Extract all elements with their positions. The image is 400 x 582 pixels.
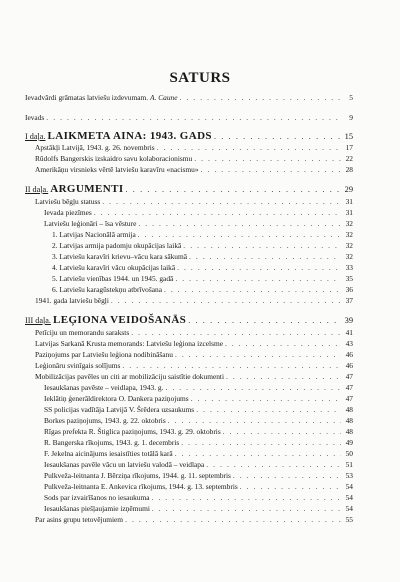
toc-entry [44, 504, 353, 513]
toc-entry [35, 197, 353, 206]
leader-dots [225, 339, 341, 348]
toc-entry-title: Mobilizācijas pavēles un citi ar mobilizāciju saistītie dokumenti [35, 372, 225, 381]
toc-page-number: 55 [345, 515, 353, 524]
toc-entry-title: Par asins grupu tetovējumiem [35, 515, 124, 524]
toc-entry [44, 416, 353, 425]
leader-dots [206, 460, 341, 469]
toc-entry-title: Ievada piezīmes [44, 208, 92, 217]
leader-dots [157, 143, 341, 152]
part-title: LEĢIONA VEIDOŠANĀS [52, 314, 187, 326]
toc-entry [25, 93, 353, 102]
toc-page-number: 47 [345, 394, 353, 403]
toc-entry [44, 219, 353, 228]
toc-page-number: 53 [345, 471, 353, 480]
toc-entry [35, 296, 353, 305]
part-prefix: III daļa. [25, 316, 51, 325]
leader-dots [138, 230, 341, 239]
leader-dots [226, 372, 341, 381]
leader-dots [201, 165, 341, 174]
toc-entry [44, 208, 353, 217]
toc-entry-title: 5. Latviešu vienības 1944. un 1945. gadā [52, 274, 174, 283]
toc-page-number: 39 [344, 316, 353, 325]
leader-dots [177, 263, 341, 272]
toc-page-number: 17 [345, 143, 353, 152]
leader-dots [131, 328, 341, 337]
page-title: SATURS [169, 70, 231, 86]
toc-page-number: 32 [345, 241, 353, 250]
part-title: LAIKMETA AINA: 1943. GADS [47, 130, 212, 142]
toc-entry-title: Apstākļi Latvijā, 1943. g. 26. novembris [35, 143, 155, 152]
leader-dots [189, 252, 341, 261]
leader-dots [196, 405, 341, 414]
leader-dots [180, 93, 341, 102]
toc-entry [44, 394, 353, 403]
leader-dots [94, 208, 341, 217]
toc-page-number: 32 [345, 219, 353, 228]
leader-dots [111, 296, 341, 305]
toc-entry [35, 328, 353, 337]
toc-page-number: 46 [345, 350, 353, 359]
toc-entry-title: Paziņojums par Latviešu leģiona nodibināšanu [35, 350, 173, 359]
toc-entry-title: Pulkveža-leitnanta J. Bērziņa rīkojums, 1944. g. 11. septembris [44, 471, 231, 480]
toc-entry [44, 438, 353, 447]
leader-dots [175, 274, 341, 283]
toc-entry-title: Ieklātiņ ģenerāldirektora O. Dankera paziņojums [44, 394, 189, 403]
toc-page-number: 54 [345, 493, 353, 502]
toc-entry-title: Petīciju un memorandu saraksts [35, 328, 130, 337]
toc-page-number: 51 [345, 460, 353, 469]
toc-entry-title: 6. Latviešu karagūstekņu atbrīvošana [52, 285, 163, 294]
toc-entry [35, 361, 353, 370]
toc-entry [35, 154, 353, 163]
toc-page-number: 31 [345, 208, 353, 217]
toc-part-heading [25, 132, 353, 141]
toc-page-number: 48 [345, 405, 353, 414]
toc-entry-title: Latviešu leģionāri – īsa vēsture [44, 219, 137, 228]
leader-dots [152, 493, 341, 502]
leader-dots [175, 350, 341, 359]
toc-page-number: 46 [345, 361, 353, 370]
toc-page-number: 41 [345, 328, 353, 337]
toc-entry [35, 165, 353, 174]
toc-entry-title: Ievads [25, 113, 45, 122]
toc-entry-title: 1. Latvijas Nacionālā armija [52, 230, 136, 239]
toc-page-number: 43 [345, 339, 353, 348]
leader-dots [102, 197, 341, 206]
toc-entry-title: Sods par izvairīšanos no iesaukuma [44, 493, 150, 502]
toc-entry [35, 143, 353, 152]
toc-entry-title: 4. Latviešu karavīri vācu okupācijas laikā [52, 263, 176, 272]
leader-dots [223, 427, 341, 436]
toc-entry [44, 471, 353, 480]
toc-part-heading [25, 185, 353, 194]
toc-entry [44, 482, 353, 491]
leader-dots [122, 361, 341, 370]
toc-page-number: 15 [344, 132, 353, 141]
toc-entry-title: R. Bangerska rīkojums, 1943. g. 1. decembris [44, 438, 180, 447]
toc-entry [35, 350, 353, 359]
toc-entry [52, 241, 353, 250]
toc-entry-title: Iesaukšanas pavēle vācu un latviešu valodā – veidlapa [44, 460, 205, 469]
toc-entry-title: 1941. gada latviešu bēgļi [35, 296, 109, 305]
toc-page-number: 47 [345, 372, 353, 381]
toc-entry-title: Ievadvārdi grāmatas latviešu izdevumam. [25, 93, 149, 102]
toc-page-number: 50 [345, 449, 353, 458]
toc-entry-title: Leģionāru svinīgais solījums [35, 361, 121, 370]
toc-page-number: 28 [345, 165, 353, 174]
toc-page-number: 54 [345, 504, 353, 513]
toc-entry-title: F. Jekelna aicinājums iesaistīties totālā karā [44, 449, 173, 458]
toc-page-number: 31 [345, 197, 353, 206]
leader-dots [183, 241, 341, 250]
leader-dots [164, 285, 341, 294]
leader-dots [194, 154, 341, 163]
toc-entry [35, 339, 353, 348]
toc-entry [52, 230, 353, 239]
toc-page-number: 37 [345, 296, 353, 305]
leader-dots [188, 316, 341, 325]
leader-dots [181, 438, 341, 447]
toc-entry-title: Latviešu bēgļu statuss [35, 197, 101, 206]
toc-entry [35, 372, 353, 381]
toc-entry-title: Amerikāņu virsnieks vērtē latviešu karavīru «nacismu» [35, 165, 199, 174]
toc-entry-title: Rīgas prefekta R. Štiglica paziņojums, 1943. g. 29. oktobris [44, 427, 221, 436]
toc-page-number: 54 [345, 482, 353, 491]
toc-entry-author: A. Caune [150, 93, 178, 102]
toc-entry-title: Iesaukšanas piešļaujamie izņēmumi [44, 504, 150, 513]
toc-entry [52, 274, 353, 283]
toc-entry-title: Borkes paziņojums, 1943. g. 22. oktobris [44, 416, 166, 425]
toc-entry [44, 383, 353, 392]
toc-page-number: 22 [345, 154, 353, 163]
toc-page-number: 5 [349, 93, 353, 102]
leader-dots [214, 132, 341, 141]
leader-dots [46, 113, 341, 122]
leader-dots [126, 185, 341, 194]
leader-dots [233, 471, 341, 480]
toc-page-number: 48 [345, 416, 353, 425]
toc-entry-title: Latvijas Sarkanā Krusta memorands: Latviešu leģiona izcelsme [35, 339, 223, 348]
toc-entry [35, 515, 353, 524]
toc-entry-title: Rūdolfs Bangerskis izskaidro savu kolaboracionismu [35, 154, 193, 163]
part-prefix: I daļa. [25, 132, 46, 141]
leader-dots [168, 416, 341, 425]
toc-page-number: 49 [345, 438, 353, 447]
part-prefix: II daļa. [25, 185, 49, 194]
toc-entry-title: Iesaukšanas pavēste – veidlapa, 1943. g. [44, 383, 164, 392]
toc-part-heading [25, 316, 353, 325]
toc-entry [44, 405, 353, 414]
toc-page-number: 32 [345, 230, 353, 239]
toc-entry [44, 493, 353, 502]
toc-entry-title: 3. Latviešu karavīri krievu–vācu kara sākumā [52, 252, 188, 261]
leader-dots [165, 383, 341, 392]
toc-page-number: 36 [345, 285, 353, 294]
toc-entry [44, 427, 353, 436]
toc-entry [52, 252, 353, 261]
toc-page-number: 32 [345, 252, 353, 261]
toc-page-number: 33 [345, 263, 353, 272]
leader-dots [240, 482, 341, 491]
toc-entry [44, 460, 353, 469]
toc-entry [44, 449, 353, 458]
leader-dots [125, 515, 341, 524]
part-title: ARGUMENTI [50, 183, 124, 195]
leader-dots [152, 504, 341, 513]
toc-page-number: 47 [345, 383, 353, 392]
leader-dots [175, 449, 341, 458]
toc-entry [25, 113, 353, 122]
leader-dots [138, 219, 341, 228]
toc-entry [52, 263, 353, 272]
leader-dots [191, 394, 341, 403]
toc-entry-title: Pulkveža-leitnanta E. Ankevica rīkojums, 1944. g. 13. septembris [44, 482, 238, 491]
toc-page-number: 48 [345, 427, 353, 436]
toc-page-number: 29 [344, 185, 353, 194]
toc-entry-title: 2. Latvijas armija padomju okupācijas laikā [52, 241, 182, 250]
toc-page-number: 35 [345, 274, 353, 283]
toc-page-number: 9 [349, 113, 353, 122]
toc-entry [52, 285, 353, 294]
toc-entry-title: SS policijas vadītāja Latvijā V. Šrēdera uzsaukums [44, 405, 195, 414]
